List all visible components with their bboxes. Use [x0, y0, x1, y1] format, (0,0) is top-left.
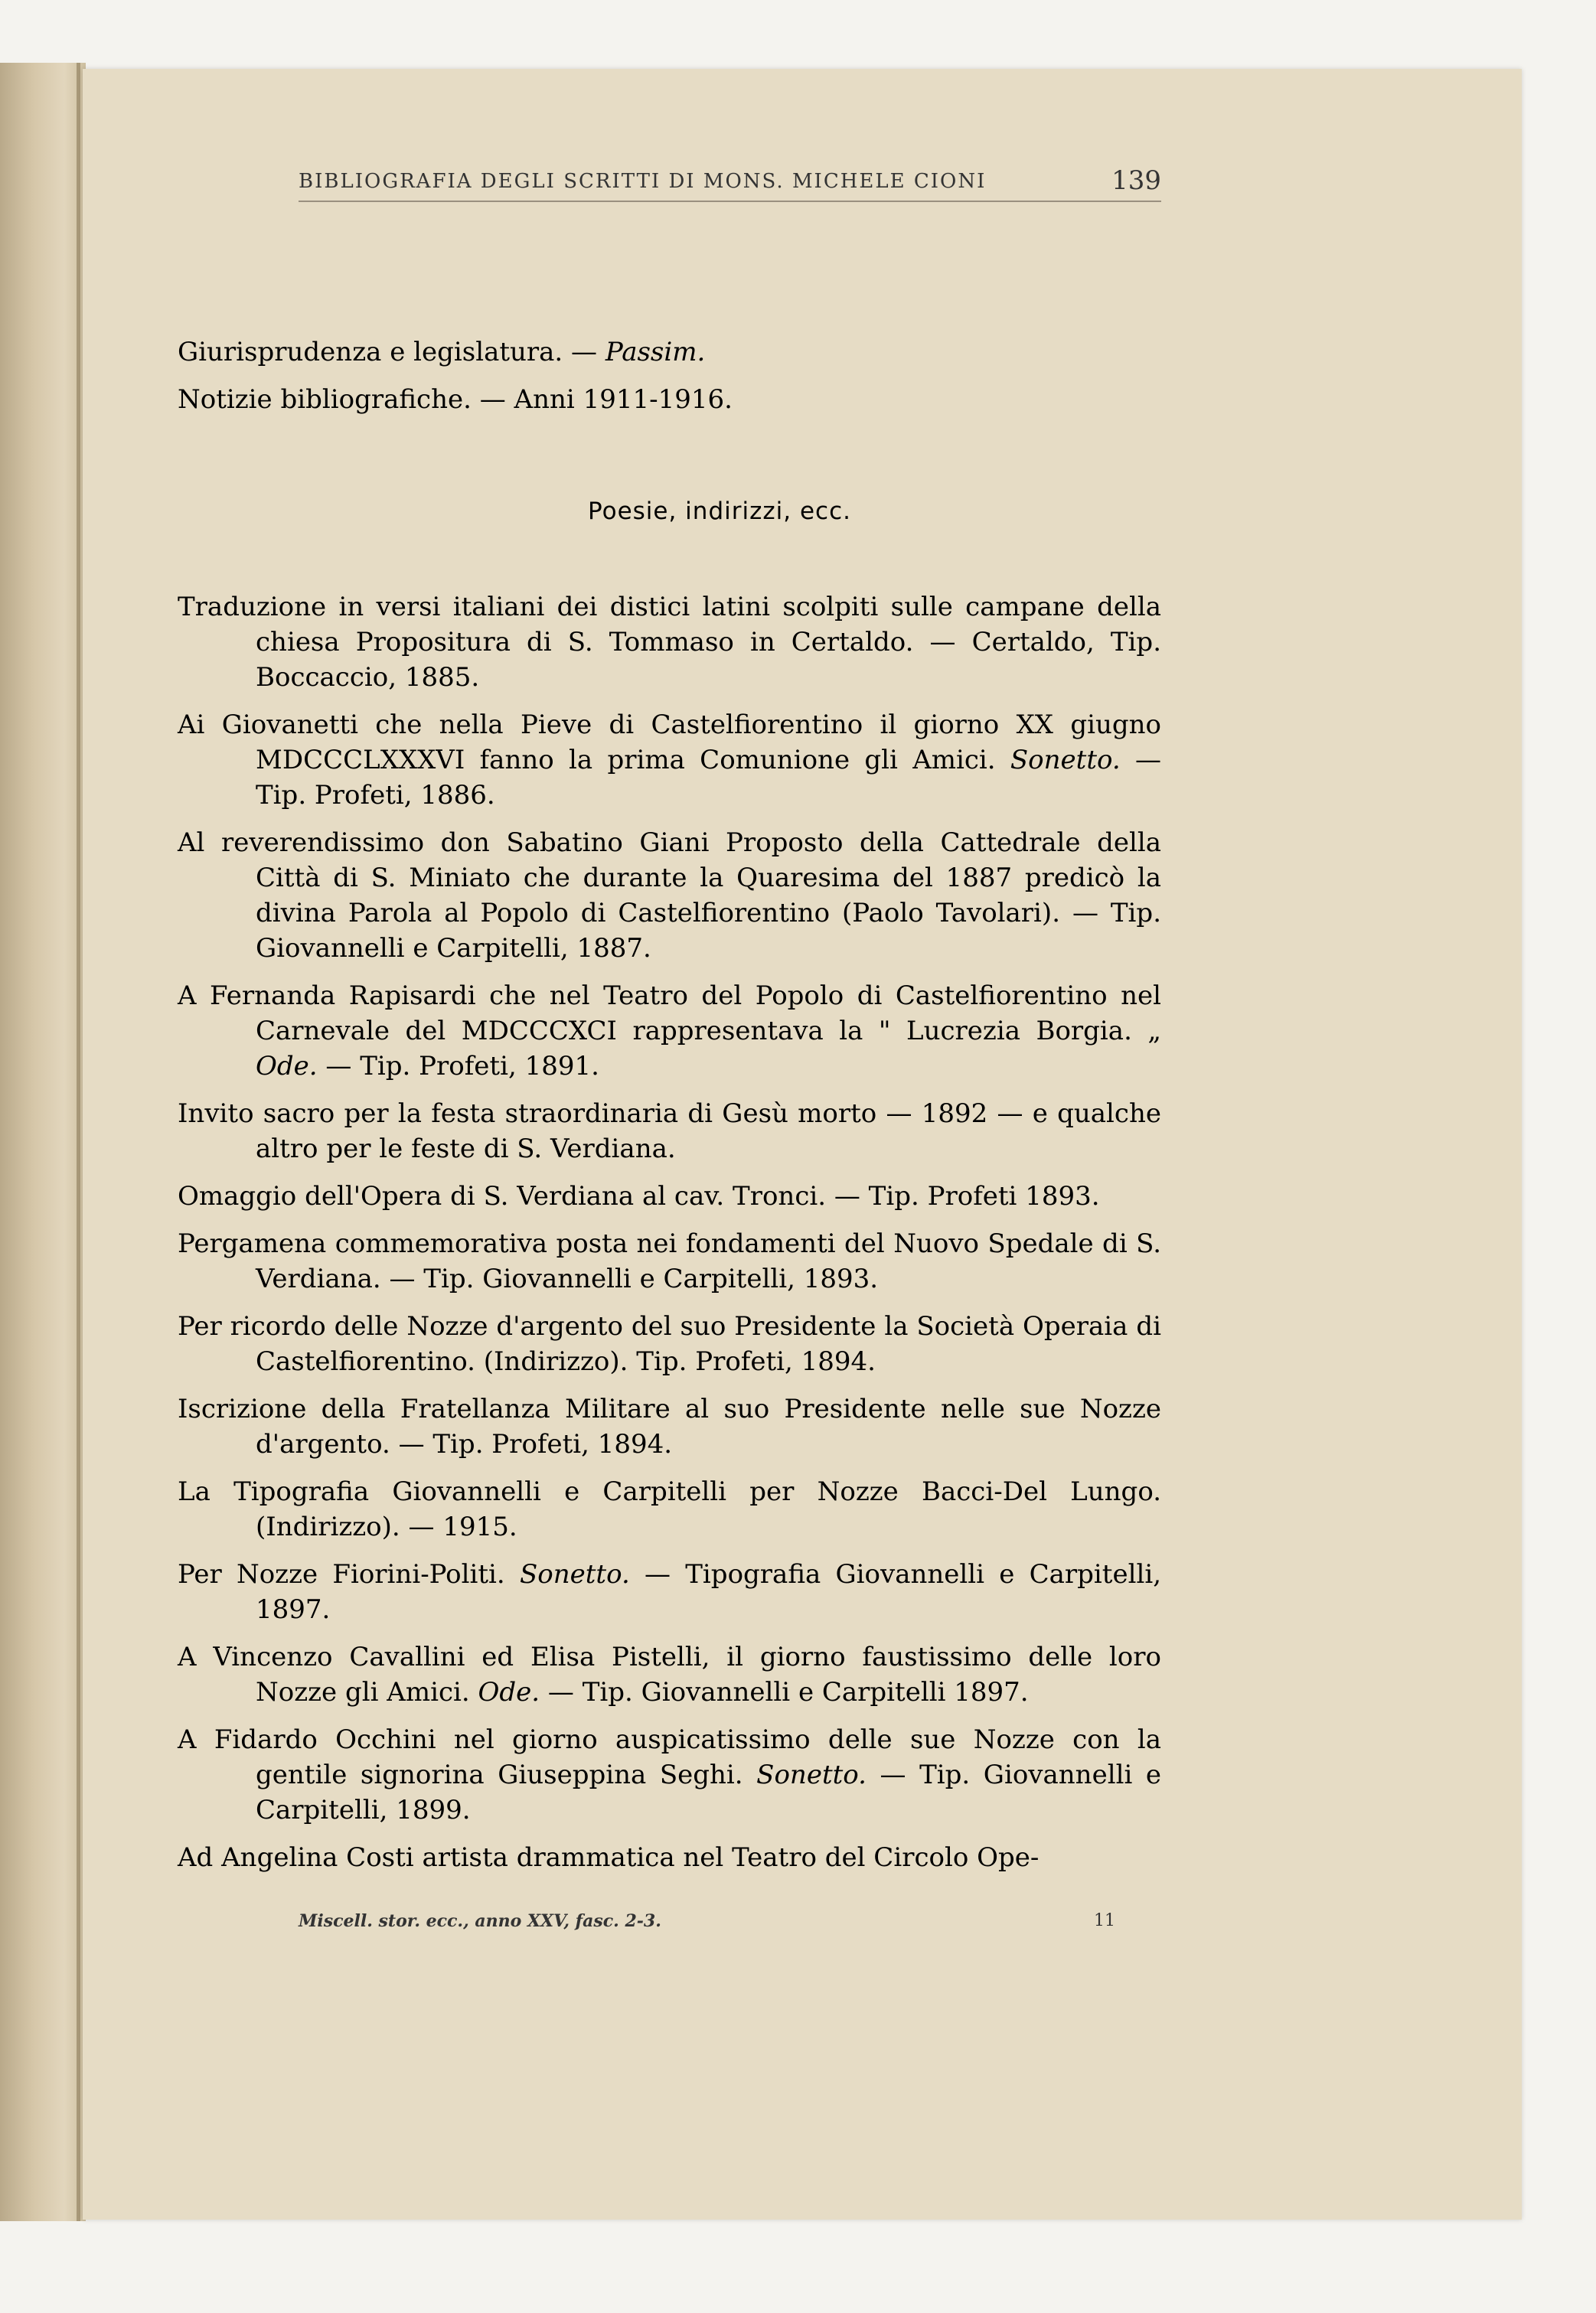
bibliography-entry: Per ricordo delle Nozze d'argento del suo Presidente la Società Operaia di Castelfiorentino. (Indirizzo). Tip. Profeti, 1894.	[178, 1311, 1161, 1377]
running-head	[299, 165, 1161, 202]
bibliography-entry: A Vincenzo Cavallini ed Elisa Pistelli, il giorno faustissimo delle loro Nozze gli Amici. Ode. — Tip. Giovannelli e Carpitelli 1897.	[178, 1642, 1161, 1708]
entries-list	[178, 589, 1161, 1887]
bibliography-entry: La Tipografia Giovannelli e Carpitelli per Nozze Bacci-Del Lungo. (Indirizzo). — 1915.	[178, 1476, 1161, 1542]
intro-italic: Passim.	[605, 337, 706, 367]
section-heading: Poesie, indirizzi, ecc.	[588, 498, 851, 525]
journal-reference: Miscell. stor. ecc., anno XXV, fasc. 2-3.	[299, 1911, 661, 1931]
bibliography-entry: Pergamena commemorativa posta nei fondamenti del Nuovo Spedale di S. Verdiana. — Tip. Giovannelli e Carpitelli, 1893.	[178, 1228, 1161, 1294]
intro-text: Notizie bibliografiche. — Anni 1911-1916.	[178, 384, 733, 415]
running-head-title: BIBLIOGRAFIA DEGLI SCRITTI DI MONS. MICHELE CIONI	[299, 170, 987, 193]
bibliography-entry: Al reverendissimo don Sabatino Giani Proposto della Cattedrale della Città di S. Miniato che durante la Quaresima del 1887 predicò la divina Parola al Popolo di Castelfiorentino (Paolo Tavolari). — Tip. Giovannelli e Carpitelli, 1887.	[178, 827, 1161, 964]
bibliography-entry: A Fernanda Rapisardi che nel Teatro del Popolo di Castelfiorentino nel Carnevale del MDCCCXCI rappresentava la " Lucrezia Borgia. „ Ode. — Tip. Profeti, 1891.	[178, 980, 1161, 1081]
bibliography-entry: Traduzione in versi italiani dei distici latini scolpiti sulle campane della chiesa Propositura di S. Tommaso in Certaldo. — Certaldo, Tip. Boccaccio, 1885.	[178, 592, 1161, 693]
intro-line	[178, 384, 733, 415]
bibliography-entry: Per Nozze Fiorini-Politi. Sonetto. — Tipografia Giovannelli e Carpitelli, 1897.	[178, 1559, 1162, 1625]
signature-mark: 11	[1094, 1911, 1115, 1930]
page-number: 139	[1111, 165, 1161, 196]
intro-text: Giurisprudenza e legislatura. —	[178, 337, 605, 367]
bibliography-entry: Ad Angelina Costi artista drammatica nel Teatro del Circolo Ope-	[178, 1842, 1040, 1873]
page-footer	[299, 1911, 1161, 1931]
bibliography-entry: A Fidardo Occhini nel giorno auspicatissimo delle sue Nozze con la gentile signorina Giuseppina Seghi. Sonetto. — Tip. Giovannelli e Carpitelli, 1899.	[178, 1724, 1162, 1825]
bibliography-entry: Omaggio dell'Opera di S. Verdiana al cav. Tronci. — Tip. Profeti 1893.	[178, 1181, 1100, 1212]
bibliography-entry: Ai Giovanetti che nella Pieve di Castelfiorentino il giorno XX giugno MDCCCLXXXVI fanno la prima Comunione gli Amici. Sonetto. — Tip. Profeti, 1886.	[178, 710, 1161, 811]
intro-line	[178, 337, 705, 367]
bibliography-entry: Iscrizione della Fratellanza Militare al suo Presidente nelle sue Nozze d'argento. — Tip. Profeti, 1894.	[178, 1394, 1161, 1460]
binding-gutter	[0, 63, 86, 2221]
gutter-edge	[77, 63, 80, 2221]
bibliography-entry: Invito sacro per la festa straordinaria di Gesù morto — 1892 — e qualche altro per le feste di S. Verdiana.	[178, 1098, 1161, 1164]
